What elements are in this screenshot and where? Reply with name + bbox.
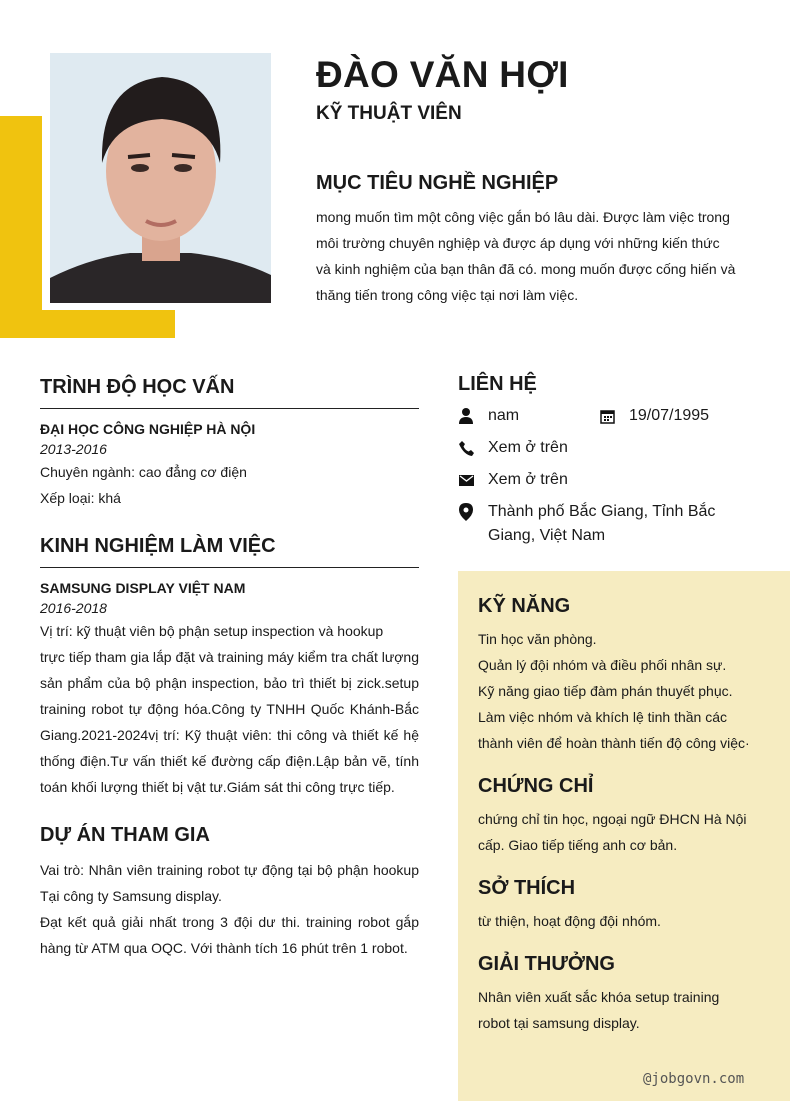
- phone-icon: [458, 436, 474, 460]
- experience-description: trực tiếp tham gia lắp đặt và training máy kiểm tra chất lượng sản phẩm của bộ phận inspection, bảo trì thiết bị zick.setup training robot tự động hóa.Công ty TNHH Quốc Khánh-Bắc Giang.2021-2024vị trí: Kỹ thuật viên: thi công và thiết kế hệ thống điện.Tư vấn thiết kế đường cấp điện.Lập bản vẽ, tính toán khối lượng thiết bị vật tư.Giám sát thi công trực tiếp.: [40, 649, 419, 795]
- email-value: Xem ở trên: [488, 471, 568, 488]
- hobbies-section: [478, 877, 778, 934]
- contact-gender: [458, 404, 588, 428]
- envelope-icon: [458, 468, 474, 492]
- skill-item: Kỹ năng giao tiếp đàm phán thuyết phục.: [478, 683, 733, 699]
- hobbies-text: từ thiện, hoạt động đội nhóm.: [478, 913, 661, 929]
- awards-title: GIẢI THƯỞNG: [478, 953, 615, 975]
- sidebar-panel: [458, 571, 790, 1101]
- contact-section: [458, 373, 758, 544]
- education-divider: [40, 408, 419, 409]
- hobbies-title: SỞ THÍCH: [478, 877, 576, 899]
- accent-block-vertical: [0, 116, 42, 338]
- experience-position: Vị trí: kỹ thuật viên bộ phận setup inspection và hookup: [40, 623, 384, 639]
- experience-title: KINH NGHIỆM LÀM VIỆC: [40, 535, 276, 557]
- education-period: 2013-2016: [40, 441, 107, 457]
- skill-item: thành viên để hoàn thành tiến độ công việc·: [478, 735, 750, 751]
- school-name: ĐẠI HỌC CÔNG NGHIỆP HÀ NỘI: [40, 421, 256, 437]
- contact-title: LIÊN HỆ: [458, 373, 537, 395]
- objective-title: MỤC TIÊU NGHỀ NGHIỆP: [316, 172, 559, 194]
- education-major: Chuyên ngành: cao đẳng cơ điện: [40, 464, 247, 480]
- certificates-text: chứng chỉ tin học, ngoại ngữ ĐHCN Hà Nội cấp. Giao tiếp tiếng anh cơ bản.: [478, 811, 747, 853]
- company-name: SAMSUNG DISPLAY VIỆT NAM: [40, 580, 246, 596]
- profile-photo: [50, 53, 271, 303]
- watermark: @jobgovn.com: [643, 1071, 745, 1087]
- experience-section: [40, 535, 419, 800]
- experience-period: 2016-2018: [40, 600, 107, 616]
- skills-section: [478, 595, 778, 756]
- education-title: TRÌNH ĐỘ HỌC VẤN: [40, 376, 235, 398]
- accent-block-horizontal: [0, 310, 175, 338]
- awards-text: Nhân viên xuất sắc khóa setup training robot tại samsung display.: [478, 989, 720, 1031]
- education-rank: Xếp loại: khá: [40, 490, 121, 506]
- awards-section: [478, 953, 740, 1036]
- phone-value: Xem ở trên: [488, 439, 568, 456]
- skill-item: Tin học văn phòng.: [478, 631, 597, 647]
- calendar-icon: [599, 404, 615, 428]
- objective-text: mong muốn tìm một công việc gắn bó lâu dài. Được làm việc trong môi trường chuyên nghiệp và được áp dụng với những kiến thức và kinh nghiệm của bạn thân đã có. mong muốn được cống hiến và thăng tiến trong công việc tại nơi làm việc.: [316, 209, 736, 303]
- contact-email: [458, 468, 568, 492]
- project-role: Vai trò: Nhân viên training robot tự động tại bộ phận hookup Tại công ty Samsung display.: [40, 862, 419, 904]
- person-icon: [458, 404, 474, 428]
- objective-section: [316, 172, 736, 308]
- birthdate-value: 19/07/1995: [629, 407, 710, 424]
- project-achievement: Đạt kết quả giải nhất trong 3 đội dư thi. training robot gắp hàng từ ATM qua OQC. Với thành tích 16 phút trên 1 robot.: [40, 914, 419, 956]
- contact-birthdate: [599, 404, 709, 428]
- education-section: [40, 376, 419, 511]
- certificates-section: [478, 775, 758, 858]
- job-title: KỸ THUẬT VIÊN: [316, 103, 462, 124]
- certificates-title: CHỨNG CHỈ: [478, 775, 594, 797]
- projects-title: DỰ ÁN THAM GIA: [40, 824, 210, 846]
- contact-address: [458, 500, 718, 548]
- projects-section: [40, 824, 419, 961]
- gender-value: nam: [488, 407, 520, 424]
- skill-item: Quản lý đội nhóm và điều phối nhân sự.: [478, 657, 727, 673]
- location-pin-icon: [458, 500, 474, 524]
- contact-phone: [458, 436, 568, 460]
- candidate-name: ĐÀO VĂN HỢI: [316, 54, 569, 95]
- skills-title: KỸ NĂNG: [478, 595, 571, 617]
- skill-item: Làm việc nhóm và khích lệ tinh thần các: [478, 709, 728, 725]
- address-value: Thành phố Bắc Giang, Tỉnh Bắc Giang, Việt Nam: [488, 503, 716, 544]
- experience-divider: [40, 567, 419, 568]
